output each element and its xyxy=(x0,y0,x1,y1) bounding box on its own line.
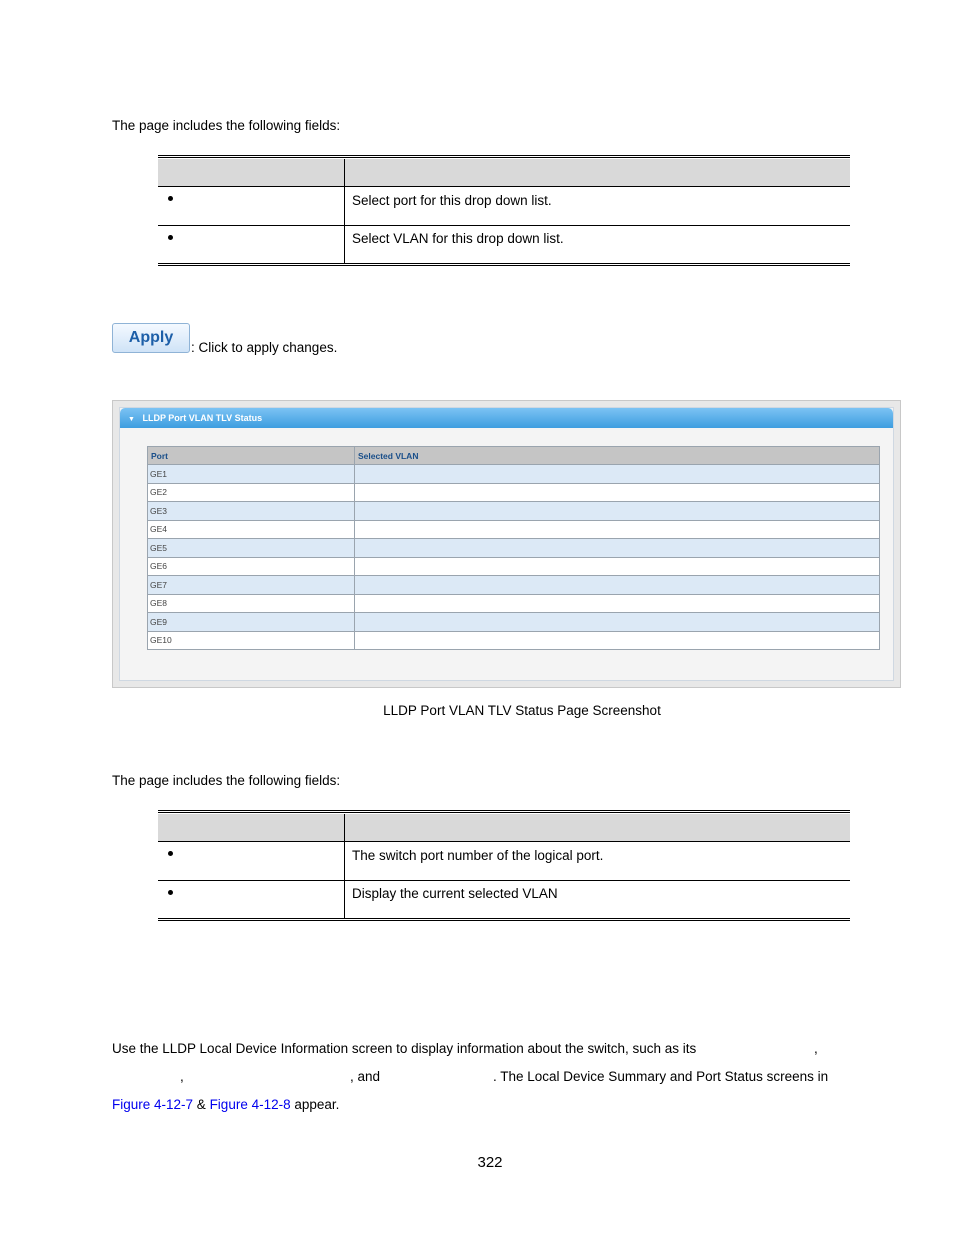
line-end-text: appear. xyxy=(290,1097,340,1112)
fields-table-1 xyxy=(158,155,850,267)
table-row xyxy=(148,613,880,632)
body-line-2c: . The Local Device Summary and Port Status screens in xyxy=(493,1069,829,1084)
body-line-1b: , xyxy=(814,1041,818,1056)
body-line-2b: , and xyxy=(350,1069,381,1084)
port-cell: GE5 xyxy=(148,539,355,558)
bullet-icon xyxy=(168,235,173,240)
vlan-status-table xyxy=(147,446,880,650)
panel-titlebar[interactable] xyxy=(120,408,893,428)
fields-table-2 xyxy=(158,810,850,922)
panel-title: LLDP Port VLAN TLV Status xyxy=(142,413,263,423)
row-description: Select VLAN for this drop down list. xyxy=(352,231,564,246)
table-row xyxy=(158,881,850,918)
apply-button[interactable]: Apply xyxy=(112,323,190,353)
table-row xyxy=(148,539,880,558)
column-header-selected-vlan: Selected VLAN xyxy=(355,447,880,465)
figure-link-2[interactable]: Figure 4-12-8 xyxy=(209,1097,291,1112)
ampersand-text: & xyxy=(193,1097,210,1112)
row-description: Display the current selected VLAN xyxy=(352,886,558,901)
table-row xyxy=(148,465,880,484)
table-header xyxy=(158,814,850,842)
vlan-cell xyxy=(355,539,880,558)
vlan-cell xyxy=(355,631,880,650)
vlan-cell xyxy=(355,465,880,484)
figure-link-1[interactable]: Figure 4-12-7 xyxy=(112,1097,194,1112)
vlan-cell xyxy=(355,594,880,613)
table-row xyxy=(158,226,850,263)
port-cell: GE9 xyxy=(148,613,355,632)
table-row xyxy=(158,842,850,879)
port-cell: GE8 xyxy=(148,594,355,613)
intro-text-2: The page includes the following fields: xyxy=(112,773,341,788)
port-cell: GE4 xyxy=(148,520,355,539)
port-cell: GE10 xyxy=(148,631,355,650)
vlan-cell xyxy=(355,483,880,502)
page-number: 322 xyxy=(477,1154,503,1171)
bullet-icon xyxy=(168,851,173,856)
table-row xyxy=(148,483,880,502)
port-cell: GE7 xyxy=(148,576,355,595)
bullet-icon xyxy=(168,196,173,201)
bullet-icon xyxy=(168,890,173,895)
body-line-3 xyxy=(112,1097,339,1113)
table-header xyxy=(158,159,850,187)
port-cell: GE1 xyxy=(148,465,355,484)
vlan-cell xyxy=(355,557,880,576)
port-cell: GE2 xyxy=(148,483,355,502)
table-row xyxy=(148,502,880,521)
row-description: The switch port number of the logical port. xyxy=(352,848,604,863)
table-row xyxy=(148,520,880,539)
body-line-1a: Use the LLDP Local Device Information screen to display information about the switch, such as its xyxy=(112,1041,697,1056)
table-row xyxy=(148,557,880,576)
vlan-cell xyxy=(355,613,880,632)
apply-description: : Click to apply changes. xyxy=(191,340,338,355)
table-row xyxy=(148,576,880,595)
port-cell: GE3 xyxy=(148,502,355,521)
table-row xyxy=(148,594,880,613)
port-cell: GE6 xyxy=(148,557,355,576)
vlan-cell xyxy=(355,502,880,521)
body-line-2a: , xyxy=(180,1069,184,1084)
column-header-port: Port xyxy=(148,447,355,465)
intro-text-1: The page includes the following fields: xyxy=(112,118,341,133)
row-description: Select port for this drop down list. xyxy=(352,193,552,208)
vlan-cell xyxy=(355,576,880,595)
collapse-triangle-icon[interactable]: ▼ xyxy=(128,416,135,423)
figure-caption: LLDP Port VLAN TLV Status Page Screenshot xyxy=(383,703,661,718)
table-row xyxy=(148,631,880,650)
table-row xyxy=(158,187,850,224)
lldp-vlan-tlv-screenshot xyxy=(112,400,901,688)
vlan-cell xyxy=(355,520,880,539)
